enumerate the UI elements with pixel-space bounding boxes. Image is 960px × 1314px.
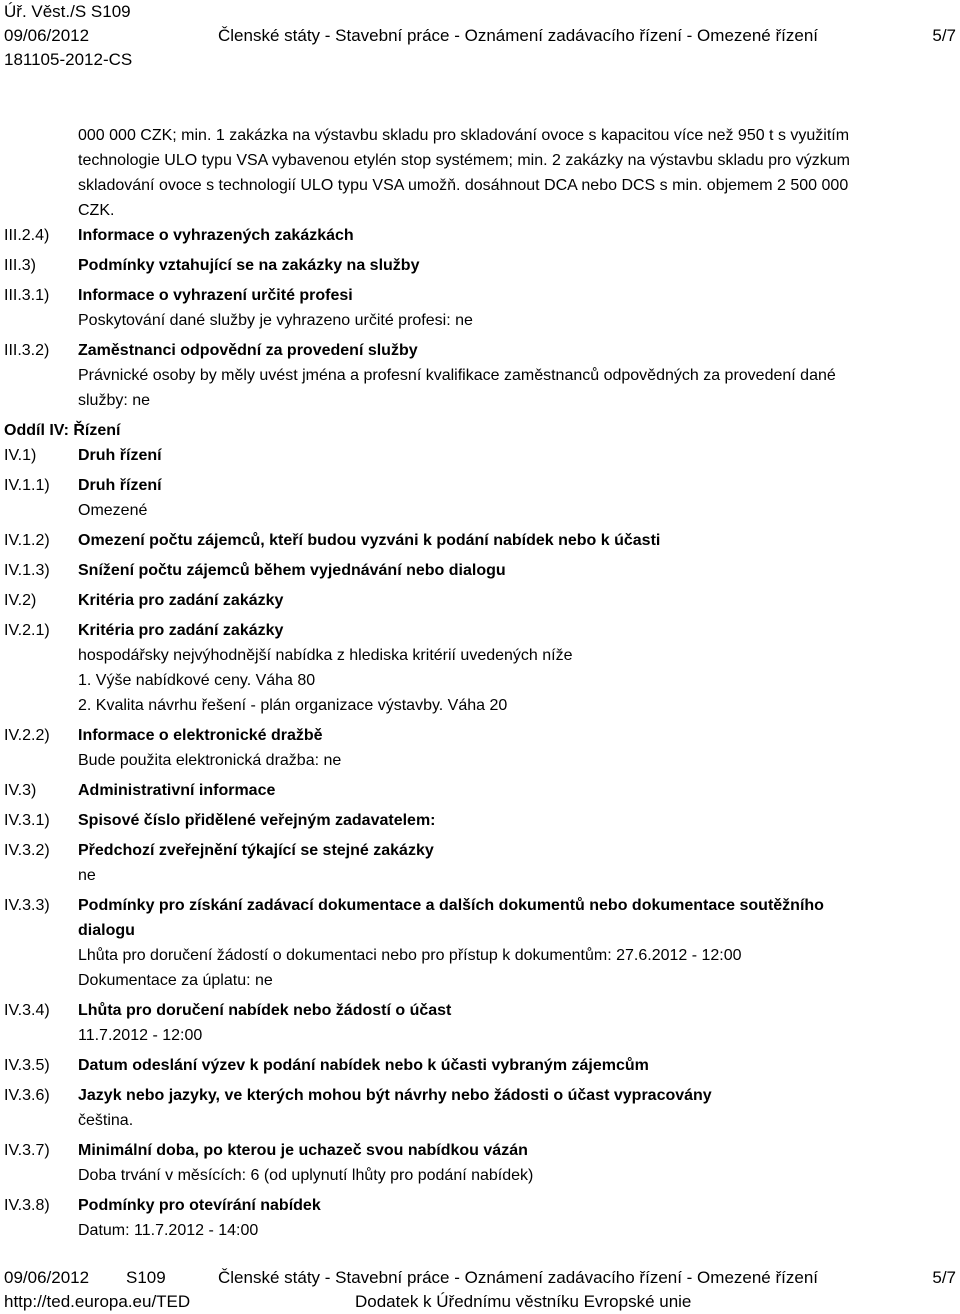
item-number: IV.1) <box>4 447 37 464</box>
numbered-item <box>0 1083 960 1133</box>
item-content <box>78 893 960 993</box>
item-content <box>78 778 960 803</box>
numbered-item <box>0 1138 960 1188</box>
numbered-item <box>0 283 960 333</box>
item-number: IV.3.1) <box>4 812 50 829</box>
item-heading: Předchozí zveřejnění týkající se stejné zakázky <box>78 842 434 859</box>
numbered-item <box>0 778 960 803</box>
item-number: IV.3.7) <box>4 1142 50 1159</box>
item-text: 1. Výše nabídkové ceny. Váha 80 <box>78 672 316 689</box>
item-number: IV.3.3) <box>4 897 50 914</box>
item-content <box>78 1193 960 1243</box>
numbered-item <box>0 618 960 718</box>
item-content <box>78 473 960 523</box>
item-number: IV.3.8) <box>4 1197 50 1214</box>
item-text: Datum: 11.7.2012 - 14:00 <box>78 1222 259 1239</box>
item-text: Lhůta pro doručení žádostí o dokumentaci nebo pro přístup k dokumentům: 27.6.2012 - 12:00 <box>78 947 742 964</box>
section-iv-blocks <box>0 443 960 1248</box>
item-text: Právnické osoby by měly uvést jména a profesní kvalifikace zaměstnanců odpovědných za provedení dané <box>78 367 836 384</box>
numbered-item <box>0 558 960 583</box>
item-heading: Snížení počtu zájemců během vyjednávání nebo dialogu <box>78 562 506 579</box>
numbered-item <box>0 528 960 553</box>
numbered-item <box>0 808 960 833</box>
item-text: 2. Kvalita návrhu řešení - plán organizace výstavby. Váha 20 <box>78 697 508 714</box>
section-title: Oddíl IV: Řízení <box>4 422 121 439</box>
item-heading: Informace o vyhrazených zakázkách <box>78 227 354 244</box>
document-number: 181105-2012-CS <box>4 50 133 69</box>
item-text: Bude použita elektronická dražba: ne <box>78 752 342 769</box>
numbered-item <box>0 588 960 613</box>
numbered-item <box>0 473 960 523</box>
intro-line: CZK. <box>78 202 115 219</box>
footer-series: S109 <box>126 1268 166 1287</box>
item-content <box>78 283 960 333</box>
item-content <box>78 723 960 773</box>
item-heading: Podmínky pro získání zadávací dokumentace a dalších dokumentů nebo dokumentace soutěžního <box>78 897 824 914</box>
numbered-item <box>0 253 960 278</box>
footer-page-number: 5/7 <box>932 1268 956 1287</box>
item-content <box>78 558 960 583</box>
numbered-item <box>0 838 960 888</box>
item-number: IV.1.3) <box>4 562 50 579</box>
numbered-item <box>0 443 960 468</box>
page-footer <box>0 1266 960 1314</box>
page-header <box>0 0 960 72</box>
item-number: IV.1.1) <box>4 477 50 494</box>
footer-supplement: Dodatek k Úřednímu věstníku Evropské unie <box>355 1292 692 1311</box>
item-text: hospodářsky nejvýhodnější nabídka z hlediska kritérií uvedených níže <box>78 647 573 664</box>
numbered-item <box>0 1193 960 1243</box>
item-number: IV.2.1) <box>4 622 50 639</box>
item-number: IV.2.2) <box>4 727 50 744</box>
item-heading: Datum odeslání výzev k podání nabídek nebo k účasti vybraným zájemcům <box>78 1057 649 1074</box>
item-content <box>78 838 960 888</box>
item-heading: Kritéria pro zadání zakázky <box>78 592 284 609</box>
intro-line: technologie ULO typu VSA vybavenou etylén stop systémem; min. 2 zakázky na výstavbu skladu pro výzkum <box>78 152 850 169</box>
item-content <box>78 253 960 278</box>
item-text: Doba trvání v měsících: 6 (od uplynutí lhůty pro podání nabídek) <box>78 1167 534 1184</box>
intro-text <box>78 123 960 223</box>
header-page-number: 5/7 <box>932 26 956 45</box>
journal-reference: Úř. Věst./S S109 <box>4 2 131 21</box>
item-content <box>78 998 960 1048</box>
spacer <box>0 1243 960 1248</box>
numbered-item <box>0 893 960 993</box>
item-content <box>78 338 960 413</box>
item-heading: Minimální doba, po kterou je uchazeč svou nabídkou vázán <box>78 1142 528 1159</box>
item-heading: Informace o elektronické dražbě <box>78 727 323 744</box>
document-body <box>0 123 960 1248</box>
item-content <box>78 1138 960 1188</box>
item-number: IV.3.2) <box>4 842 50 859</box>
item-number: III.3.2) <box>4 342 50 359</box>
item-content <box>78 1083 960 1133</box>
item-heading: Administrativní informace <box>78 782 276 799</box>
item-heading: Zaměstnanci odpovědní za provedení služby <box>78 342 418 359</box>
item-text: služby: ne <box>78 392 151 409</box>
footer-date: 09/06/2012 <box>4 1268 90 1287</box>
item-heading: Podmínky pro otevírání nabídek <box>78 1197 321 1214</box>
item-heading: Podmínky vztahující se na zakázky na služby <box>78 257 420 274</box>
item-text: Omezené <box>78 502 148 519</box>
item-number: III.2.4) <box>4 227 50 244</box>
footer-url[interactable]: http://ted.europa.eu/TED <box>4 1292 191 1311</box>
item-heading: Druh řízení <box>78 447 162 464</box>
numbered-item <box>0 338 960 413</box>
item-content <box>78 808 960 833</box>
intro-line: 000 000 CZK; min. 1 zakázka na výstavbu skladu pro skladování ovoce s kapacitou více než 950 t s využitím <box>78 127 850 144</box>
item-heading: Druh řízení <box>78 477 162 494</box>
footer-title: Členské státy - Stavební práce - Oznámení zadávacího řízení - Omezené řízení <box>218 1268 818 1287</box>
numbered-item <box>0 223 960 248</box>
item-number: IV.1.2) <box>4 532 50 549</box>
item-number: IV.3.5) <box>4 1057 50 1074</box>
item-number: IV.3.4) <box>4 1002 50 1019</box>
item-heading: Informace o vyhrazení určité profesi <box>78 287 353 304</box>
item-text: ne <box>78 867 96 884</box>
item-text: Poskytování dané služby je vyhrazeno určité profesi: ne <box>78 312 473 329</box>
intro-line: skladování ovoce s technologií ULO typu VSA umožň. dosáhnout DCA nebo DCS s min. objemem 2 500 000 <box>78 177 849 194</box>
item-number: III.3) <box>4 257 37 274</box>
item-content <box>78 588 960 613</box>
item-heading: Kritéria pro zadání zakázky <box>78 622 284 639</box>
numbered-item <box>0 723 960 773</box>
section-iii-blocks <box>0 223 960 418</box>
numbered-item <box>0 1053 960 1078</box>
header-title: Členské státy - Stavební práce - Oznámení zadávacího řízení - Omezené řízení <box>218 26 818 45</box>
item-heading: Jazyk nebo jazyky, ve kterých mohou být návrhy nebo žádosti o účast vypracovány <box>78 1087 712 1104</box>
item-content <box>78 1053 960 1078</box>
item-heading: Lhůta pro doručení nabídek nebo žádostí o účast <box>78 1002 452 1019</box>
item-number: IV.3) <box>4 782 37 799</box>
header-date: 09/06/2012 <box>4 26 90 45</box>
item-text: 11.7.2012 - 12:00 <box>78 1027 203 1044</box>
item-content <box>78 528 960 553</box>
item-text: Dokumentace za úplatu: ne <box>78 972 273 989</box>
item-content <box>78 618 960 718</box>
item-number: IV.3.6) <box>4 1087 50 1104</box>
item-heading: Omezení počtu zájemců, kteří budou vyzváni k podání nabídek nebo k účasti <box>78 532 661 549</box>
item-content <box>78 223 960 248</box>
intro-block <box>0 123 960 223</box>
item-heading: dialogu <box>78 922 135 939</box>
item-number: IV.2) <box>4 592 37 609</box>
item-text: čeština. <box>78 1112 134 1129</box>
item-heading: Spisové číslo přidělené veřejným zadavatelem: <box>78 812 436 829</box>
numbered-item <box>0 998 960 1048</box>
item-content <box>78 443 960 468</box>
item-number: III.3.1) <box>4 287 50 304</box>
